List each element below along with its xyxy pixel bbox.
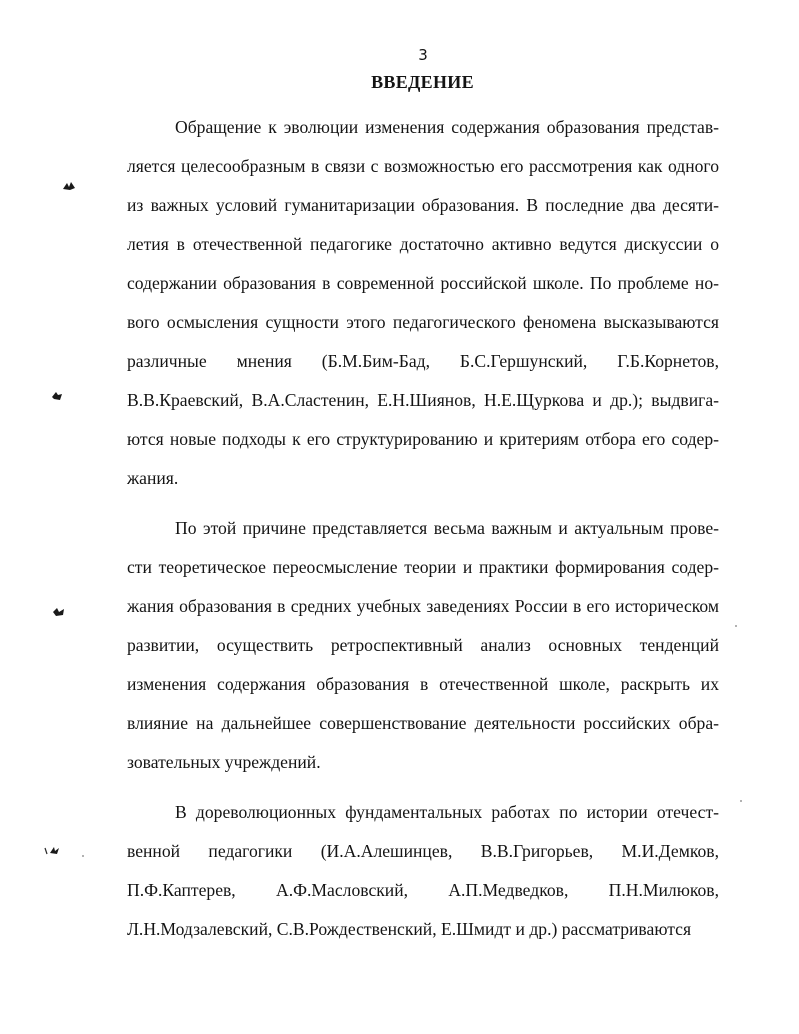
scan-mark [50,391,64,401]
section-heading: ВВЕДЕНИЕ [371,72,474,92]
scan-mark [62,181,76,191]
scan-speck [740,800,742,802]
paragraph-1: Обращение к эволюции изменения содержания образования представляется целесообразным в связи с возможностью его рассмотрения как одного из важных условий гуманитаризации образования. В последние два десятилетия в отечественной педагогике достаточно активно ведутся дискуссии о содержании образования в современной российской школе. По проблеме нового осмысления сущности этого педагогического феномена высказываются различные мнения (Б.М.Бим-Бад, Б.С.Гершунский, Г.Б.Корнетов, В.В.Краевский, В.А.Сластенин, Е.Н.Шиянов, Н.Е.Щуркова и др.); выдвигаются новые подходы к его структурированию и критериям отбора его содержания. [127,117,719,488]
scan-mark [52,607,66,617]
scan-speck [735,625,737,627]
paragraph-2: По этой причине представляется весьма важным и актуальным провести теоретическое переосмысление теории и практики формирования содержания образования в средних учебных заведениях России в его историческом развитии, осуществить ретроспективный анализ основных тенденций изменения содержания образования в отечественной школе, раскрыть их влияние на дальнейшее совершенствование деятельности российских образовательных учреждений. [127,518,719,772]
scan-speck [82,855,84,857]
body-text [127,108,719,949]
scan-mark [44,845,62,855]
paragraph-3: В дореволюционных фундаментальных работах по истории отечественной педагогики (И.А.Алешинцев, В.В.Григорьев, М.И.Демков, П.Ф.Каптерев, А.Ф.Масловский, А.П.Медведков, П.Н.Милюков, Л.Н.Модзалевский, С.В.Рождественский, Е.Шмидт и др.) рассматриваются [127,802,719,939]
page-number: 3 [418,46,428,64]
